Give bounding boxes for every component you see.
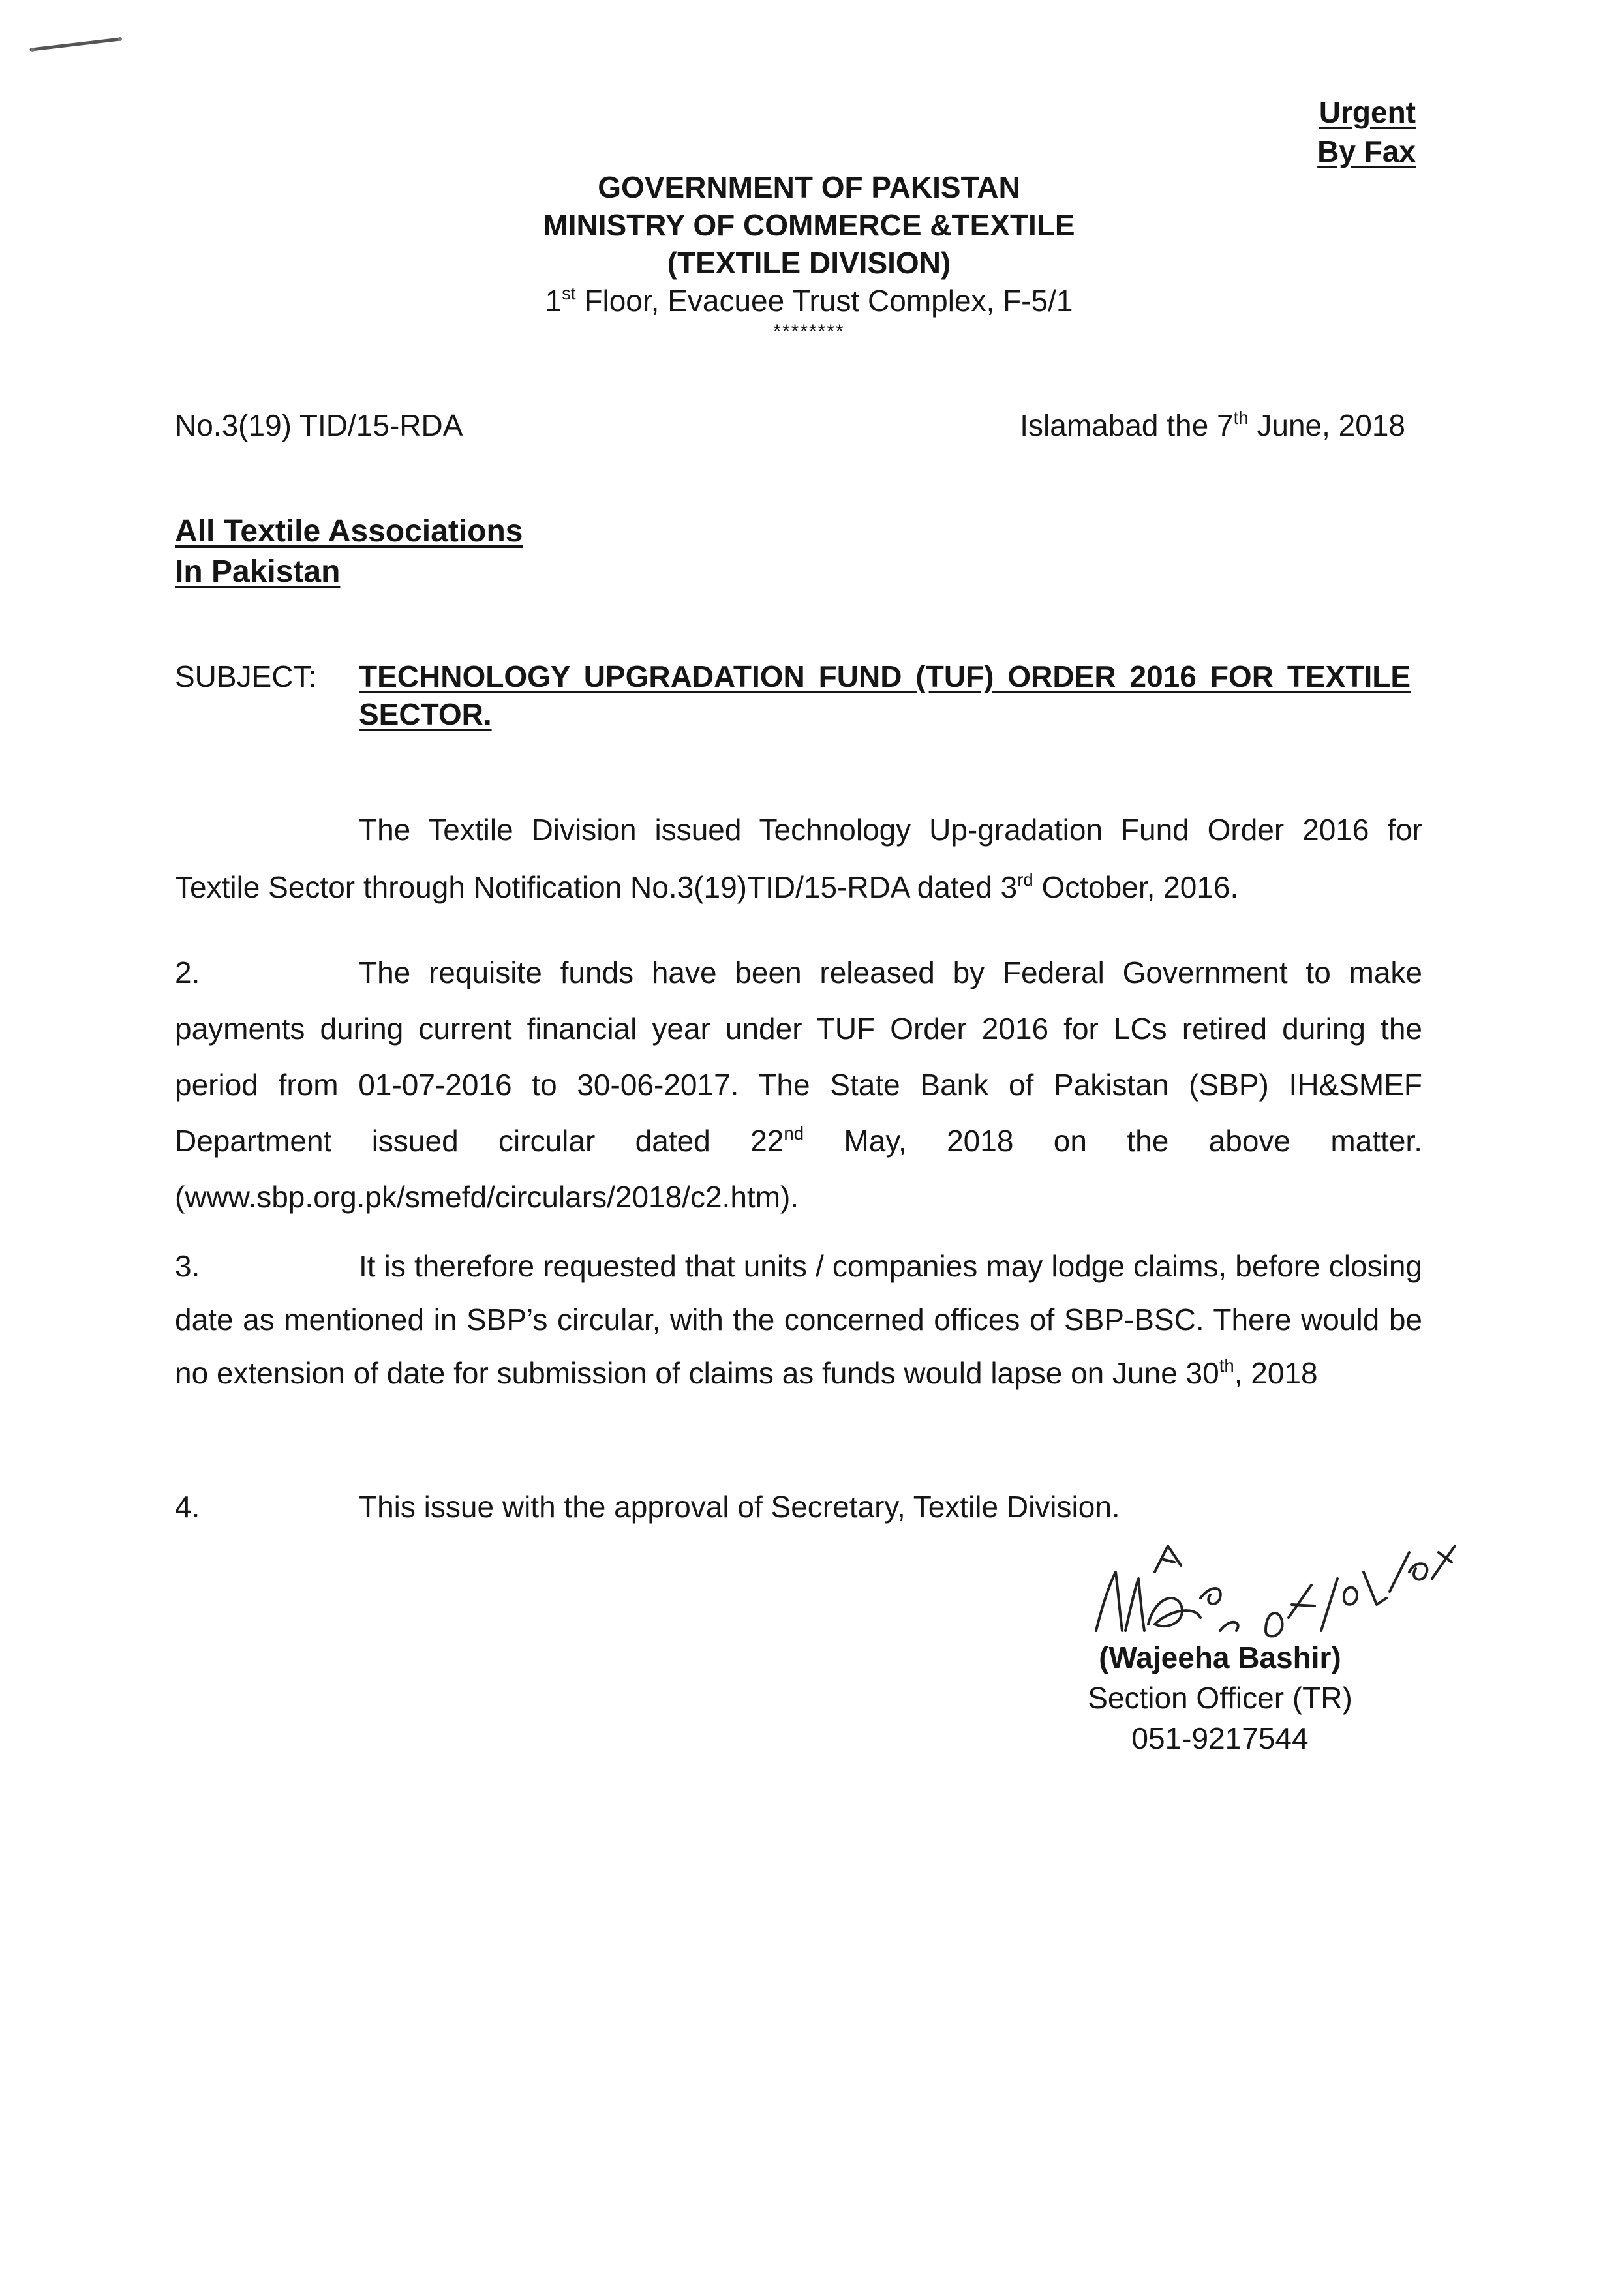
reference-number: No.3(19) TID/15-RDA bbox=[175, 408, 463, 442]
paragraph-number: 2. bbox=[175, 956, 200, 989]
by-fax-label: By Fax bbox=[1317, 134, 1416, 168]
signature-block bbox=[1031, 1637, 1409, 1759]
letterhead bbox=[391, 168, 1227, 343]
subject-label: SUBJECT: bbox=[175, 659, 317, 693]
letterhead-address: 1st Floor, Evacuee Trust Complex, F-5/1 bbox=[545, 282, 1073, 318]
paragraph-number: 3. bbox=[175, 1249, 200, 1283]
signatory-name: (Wajeeha Bashir) bbox=[1099, 1640, 1341, 1674]
paragraph-number: 4. bbox=[175, 1490, 200, 1524]
letterhead-ministry: MINISTRY OF COMMERCE &TEXTILE bbox=[543, 208, 1075, 242]
signatory-phone: 051-9217544 bbox=[1131, 1721, 1309, 1755]
signatory-title: Section Officer (TR) bbox=[1088, 1681, 1352, 1715]
paragraph-4: 4. This issue with the approval of Secretary, Textile Division. bbox=[175, 1481, 1422, 1533]
paragraph-2: 2. The requisite funds have been released by Federal Government to make payments during current financial year under TUF Order 2016 for LCs retired during the period from 01-07-2016 to 30-06-2017. The State Bank of Pakistan (SBP) IH&SMEF Department issued circular dated 22nd May, 2018 on the above matter. (www.sbp.org.pk/smefd/circulars/2018/c2.htm). bbox=[175, 944, 1422, 1225]
paragraph-3: 3. It is therefore requested that units / companies may lodge claims, before closing date as mentioned in SBP’s circular, with the concerned offices of SBP-BSC. There would be no extension of date for submission of claims as funds would lapse on June 30th, 2018 bbox=[175, 1239, 1422, 1400]
paragraph-1: The Textile Division issued Technology Up-gradation Fund Order 2016 for Textile Sector through Notification No.3(19)TID/15-RDA dated 3rd October, 2016. bbox=[175, 813, 1422, 904]
letter-date: Islamabad the 7th June, 2018 bbox=[1020, 407, 1405, 442]
letterhead-separator: ******** bbox=[773, 321, 845, 342]
handwritten-signature bbox=[1070, 1533, 1461, 1650]
subject-text: TECHNOLOGY UPGRADATION FUND (TUF) ORDER 2016 FOR TEXTILE SECTOR. bbox=[359, 659, 1411, 731]
addressee bbox=[175, 511, 523, 592]
letterhead-government: GOVERNMENT OF PAKISTAN bbox=[598, 170, 1020, 204]
addressee-line-1: All Textile Associations bbox=[175, 514, 523, 549]
urgent-label: Urgent bbox=[1319, 95, 1416, 129]
urgent-fax-flag bbox=[1298, 93, 1416, 171]
staple-mark-icon bbox=[29, 37, 124, 53]
addressee-line-2: In Pakistan bbox=[175, 554, 341, 589]
letterhead-division: (TEXTILE DIVISION) bbox=[667, 246, 951, 280]
